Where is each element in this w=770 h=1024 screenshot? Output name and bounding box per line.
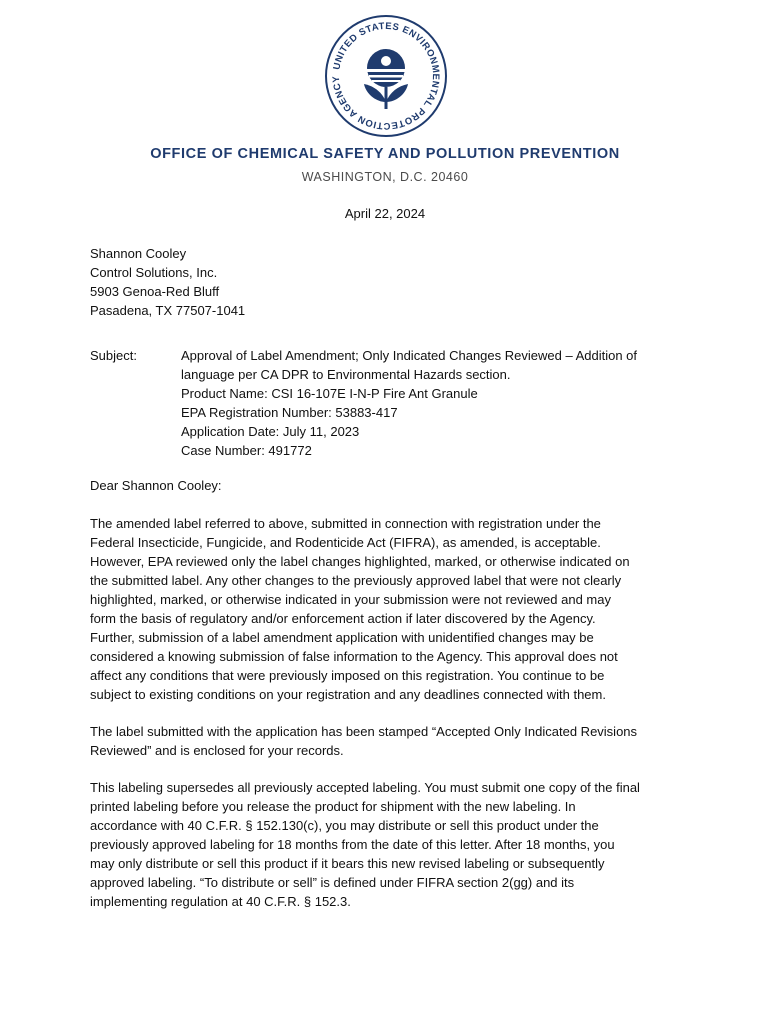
paragraph-3 <box>90 778 680 911</box>
subject-line: Case Number: 491772 <box>181 443 312 458</box>
paragraph-line: printed labeling before you release the product for shipment with the new labeling. In <box>90 799 576 814</box>
letter-date: April 22, 2024 <box>344 206 426 221</box>
paragraph-line: considered a knowing submission of false information to the Agency. This approval does not <box>90 649 618 664</box>
paragraph-line: The label submitted with the application has been stamped “Accepted Only Indicated Revisions <box>90 724 638 739</box>
paragraph-line: may only distribute or sell this product if it bears this new revised labeling or subsequently <box>90 856 605 871</box>
epa-seal-icon <box>324 14 448 138</box>
subject-text <box>181 346 681 460</box>
subject-line: Product Name: CSI 16-107E I-N-P Fire Ant Granule <box>181 386 478 401</box>
paragraph-1 <box>90 514 680 704</box>
recipient-name: Shannon Cooley <box>90 246 187 261</box>
recipient-street: 5903 Genoa-Red Bluff <box>90 284 220 299</box>
subject-label: Subject: <box>90 348 137 363</box>
paragraph-line: subject to existing conditions on your registration and any deadlines connected with them. <box>90 687 606 702</box>
paragraph-line: previously approved labeling for 18 months from the date of this letter. After 18 months, you <box>90 837 615 852</box>
paragraph-line: affect any conditions that were previously imposed on this registration. You continue to be <box>90 668 605 683</box>
paragraph-line: approved labeling. “To distribute or sell” is defined under FIFRA section 2(gg) and its <box>90 875 575 890</box>
office-name: OFFICE OF CHEMICAL SAFETY AND POLLUTION PREVENTION <box>150 146 620 162</box>
subject-line: Application Date: July 11, 2023 <box>181 424 360 439</box>
recipient-company: Control Solutions, Inc. <box>90 265 218 280</box>
paragraph-line: highlighted, marked, or otherwise indicated in your submission were not reviewed and may <box>90 592 611 607</box>
paragraph-line: Further, submission of a label amendment application with unidentified changes may be <box>90 630 594 645</box>
paragraph-2 <box>90 722 680 760</box>
office-city: WASHINGTON, D.C. 20460 <box>301 170 469 184</box>
paragraph-line: This labeling supersedes all previously accepted labeling. You must submit one copy of the final <box>90 780 640 795</box>
paragraph-line: the submitted label. Any other changes to the previously approved label that were not clearly <box>90 573 622 588</box>
subject-line: EPA Registration Number: 53883-417 <box>181 405 398 420</box>
paragraph-line: Federal Insecticide, Fungicide, and Rodenticide Act (FIFRA), as amended, is acceptable. <box>90 535 601 550</box>
recipient-city: Pasadena, TX 77507-1041 <box>90 303 246 318</box>
recipient-address <box>90 244 245 320</box>
subject-line: language per CA DPR to Environmental Hazards section. <box>181 367 511 382</box>
paragraph-line: accordance with 40 C.F.R. § 152.130(c), you may distribute or sell this product under the <box>90 818 599 833</box>
paragraph-line: The amended label referred to above, submitted in connection with registration under the <box>90 516 601 531</box>
seal-text: UNITED STATES ENVIRONMENTAL PROTECTION AGENCY <box>330 20 442 132</box>
salutation: Dear Shannon Cooley: <box>90 478 222 493</box>
paragraph-line: Reviewed” and is enclosed for your records. <box>90 743 344 758</box>
paragraph-line: However, EPA reviewed only the label changes highlighted, marked, or otherwise indicated on <box>90 554 630 569</box>
subject-line: Approval of Label Amendment; Only Indicated Changes Reviewed – Addition of <box>181 348 638 363</box>
paragraph-line: implementing regulation at 40 C.F.R. § 152.3. <box>90 894 351 909</box>
paragraph-line: form the basis of regulatory and/or enforcement action if later discovered by the Agency. <box>90 611 596 626</box>
